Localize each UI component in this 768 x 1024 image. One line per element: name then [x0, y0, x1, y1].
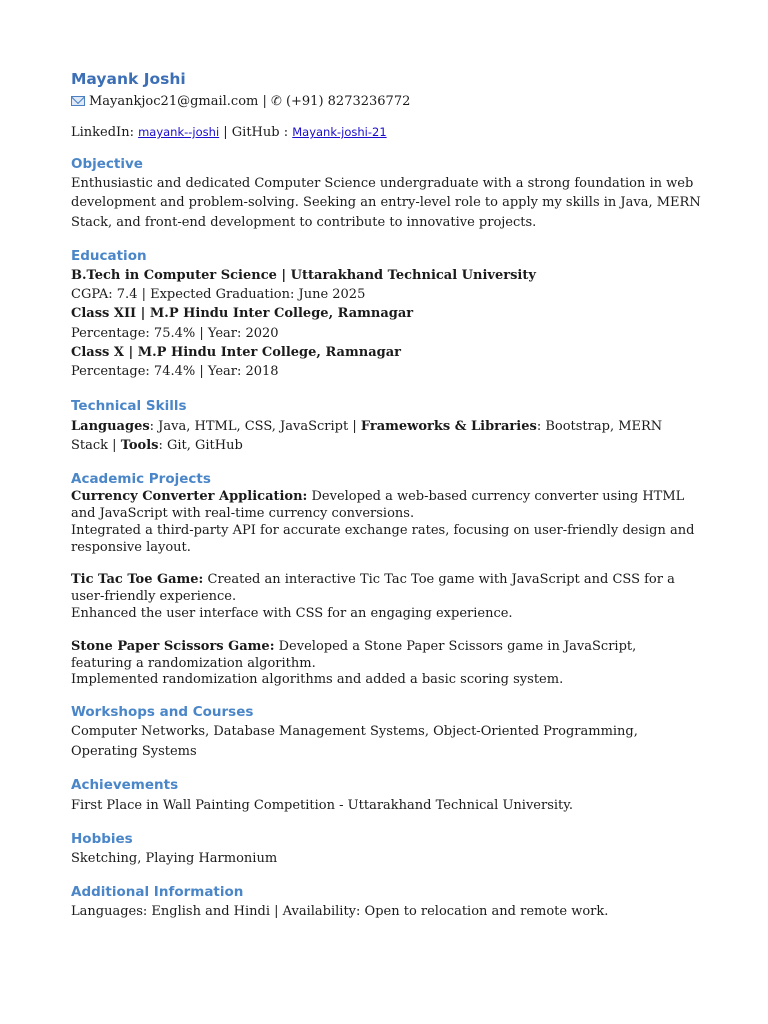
- project-desc: Created an interactive Tic Tac Toe game with JavaScript and CSS for a user-friendly experience.: [71, 572, 675, 605]
- github-link[interactable]: Mayank-joshi-21: [292, 125, 387, 139]
- hobbies-text: Sketching, Playing Harmonium: [71, 851, 278, 867]
- education-detail: CGPA: 7.4 | Expected Graduation: June 2025: [71, 287, 366, 303]
- skills-tools-label: Tools: [120, 437, 159, 453]
- phone-icon: ✆: [271, 94, 282, 109]
- project-title: Tic Tac Toe Game:: [71, 572, 204, 588]
- project-summary: [71, 639, 701, 673]
- project-summary: [71, 572, 701, 606]
- linkedin-link[interactable]: mayank--joshi: [138, 125, 220, 139]
- achievements-section: [71, 775, 701, 815]
- skills-text: [71, 417, 701, 456]
- project-title: Currency Converter Application:: [71, 489, 308, 505]
- project-detail: Enhanced the user interface with CSS for an engaging experience.: [71, 606, 513, 622]
- skills-frameworks-label: Frameworks & Libraries: [360, 418, 537, 434]
- project-item: [71, 639, 701, 689]
- workshops-section: [71, 702, 701, 761]
- contact-line: [71, 92, 701, 111]
- project-desc: Developed a web-based currency converter using HTML and JavaScript with real-time currency conversions.: [71, 489, 685, 522]
- skills-heading: Technical Skills: [71, 397, 187, 414]
- achievements-heading: Achievements: [71, 776, 179, 793]
- candidate-name: Mayank Joshi: [71, 70, 186, 88]
- projects-heading: Academic Projects: [71, 471, 211, 488]
- additional-heading: Additional Information: [71, 884, 244, 901]
- profile-links: [71, 123, 701, 142]
- education-title: Class X | M.P Hindu Inter College, Ramnagar: [71, 345, 401, 361]
- objective-heading: Objective: [71, 156, 143, 172]
- skills-languages-value: : Java, HTML, CSS, JavaScript |: [149, 418, 361, 434]
- linkedin-label: LinkedIn:: [71, 125, 139, 140]
- project-detail: Implemented randomization algorithms and added a basic scoring system.: [71, 672, 564, 688]
- objective-text: Enthusiastic and dedicated Computer Science undergraduate with a strong foundation in web development and problem-solving. Seeking an entry-level role to apply my skills in Java, MERN Stack, and front-end development to contribute to innovative projects.: [71, 176, 701, 230]
- additional-text: Languages: English and Hindi | Availability: Open to relocation and remote work.: [71, 904, 609, 920]
- project-summary: [71, 489, 701, 523]
- envelope-icon: [71, 96, 85, 106]
- education-section: [71, 246, 701, 382]
- phone-text: (+91) 8273236772: [285, 94, 411, 109]
- hobbies-section: [71, 829, 701, 868]
- contact-separator: |: [258, 94, 272, 109]
- achievements-text: First Place in Wall Painting Competition - Uttarakhand Technical University.: [71, 797, 574, 813]
- project-item: [71, 489, 701, 556]
- education-title: Class XII | M.P Hindu Inter College, Ramnagar: [71, 306, 414, 322]
- skills-languages-label: Languages: [71, 418, 150, 434]
- skills-tools-value: : Git, GitHub: [158, 437, 243, 453]
- education-title: B.Tech in Computer Science | Uttarakhand Technical University: [71, 267, 536, 283]
- project-desc: Developed a Stone Paper Scissors game in JavaScript, featuring a randomization algorithm.: [71, 638, 637, 671]
- education-entry: [71, 266, 701, 382]
- project-title: Stone Paper Scissors Game:: [71, 638, 275, 654]
- email-text: Mayankjoc21@gmail.com: [89, 94, 259, 109]
- projects-section: [71, 469, 701, 689]
- github-label: | GitHub :: [219, 125, 293, 140]
- education-detail: Percentage: 75.4% | Year: 2020: [71, 325, 279, 341]
- education-heading: Education: [71, 247, 147, 264]
- education-detail: Percentage: 74.4% | Year: 2018: [71, 364, 279, 380]
- hobbies-heading: Hobbies: [71, 831, 133, 848]
- project-detail: Integrated a third-party API for accurate exchange rates, focusing on user-friendly design and responsive layout.: [71, 522, 695, 555]
- project-item: [71, 572, 701, 622]
- resume-page: [71, 68, 701, 922]
- workshops-heading: Workshops and Courses: [71, 704, 254, 721]
- objective-section: [71, 154, 701, 232]
- additional-section: [71, 882, 701, 921]
- workshops-text: Computer Networks, Database Management Systems, Object-Oriented Programming, Operating Systems: [71, 724, 638, 759]
- skills-section: [71, 396, 701, 456]
- skills-frameworks-value: : Bootstrap, MERN Stack |: [71, 418, 663, 453]
